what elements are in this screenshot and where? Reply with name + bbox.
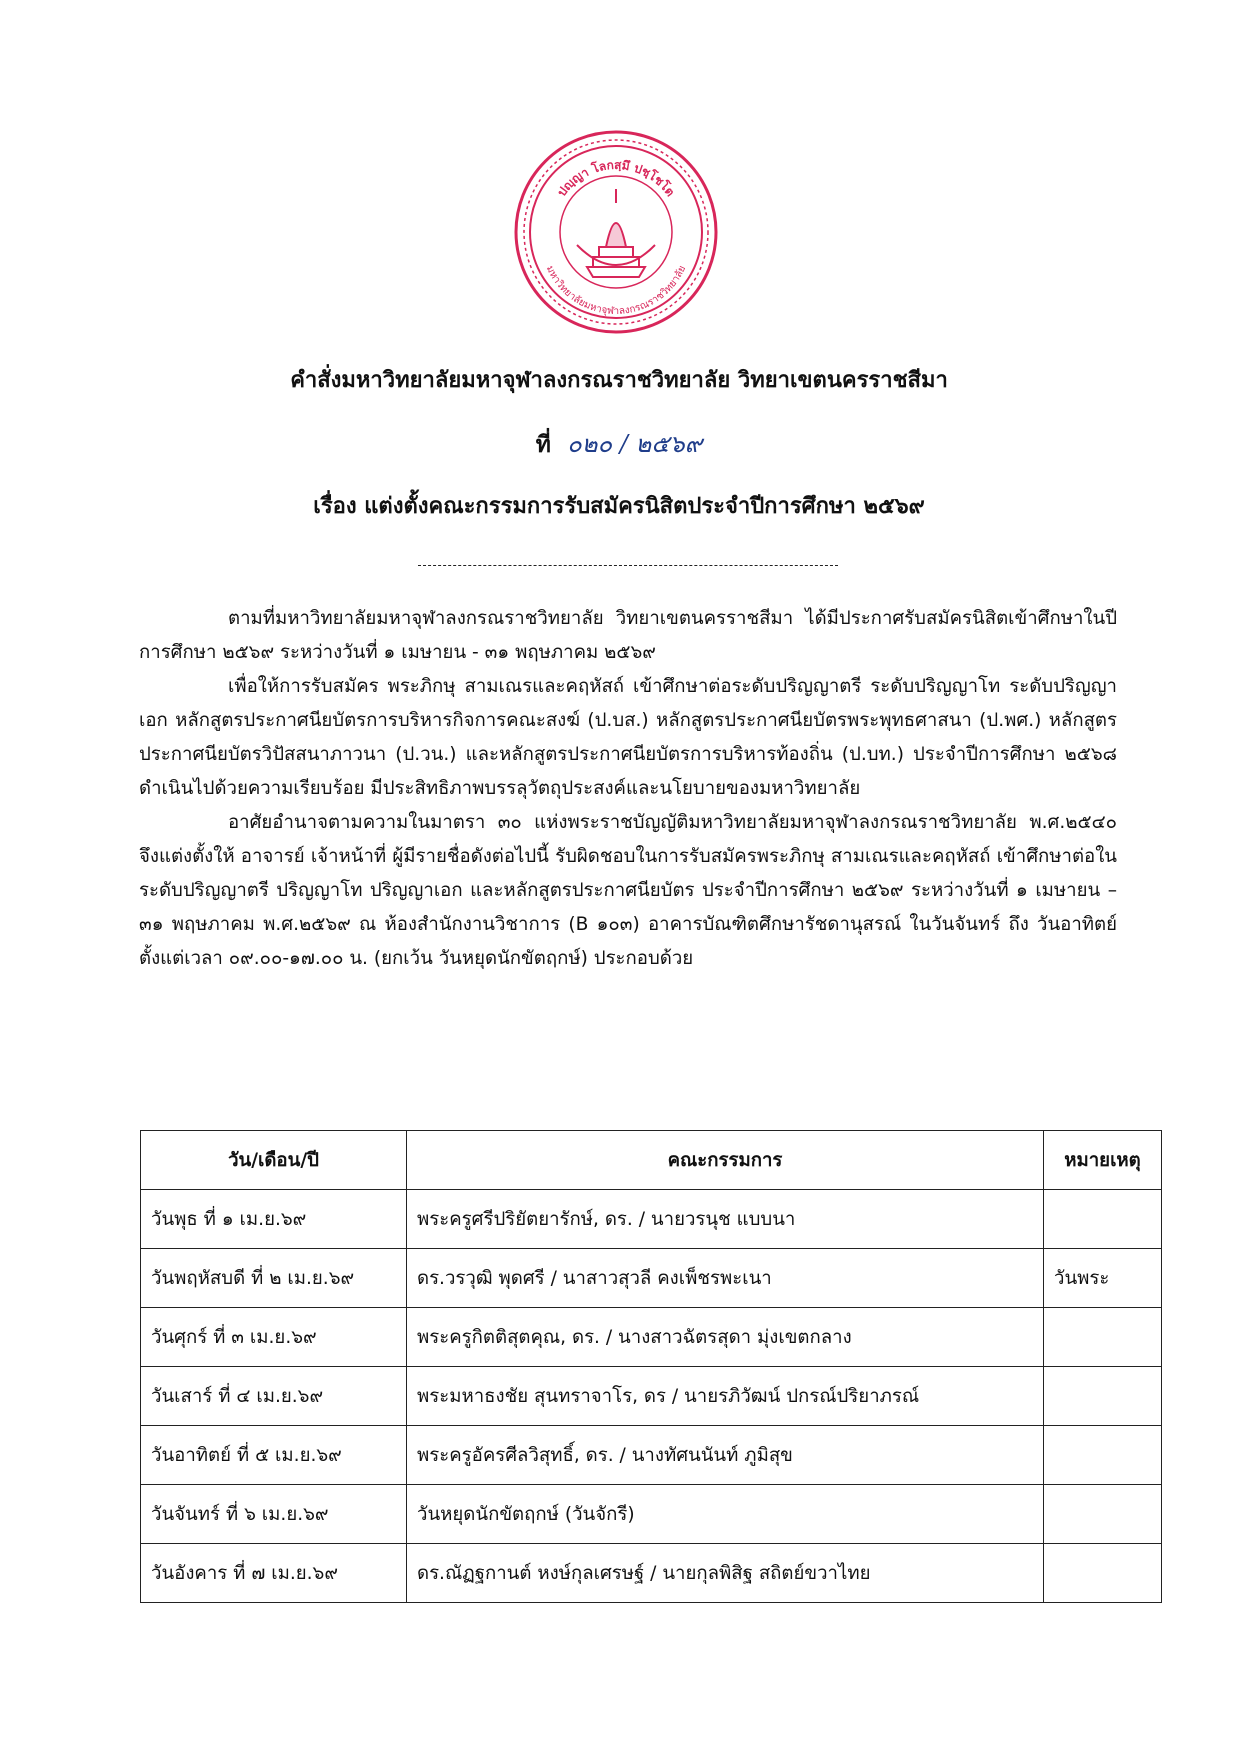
cell-note bbox=[1044, 1367, 1162, 1426]
body-paragraph: เพื่อให้การรับสมัคร พระภิกษุ สามเณรและคฤหัสถ์ เข้าศึกษาต่อระดับปริญญาตรี ระดับปริญญาโท ระดับปริญญาเอก หลักสูตรประกาศนียบัตรการบริหารกิจการคณะสงฆ์ (ป.บส.) หลักสูตรประกาศนียบัตรพระพุทธศาสนา (ป.พศ.) หลักสูตรประกาศนียบัตรวิปัสสนาภาวนา (ป.วน.) และหลักสูตรประกาศนียบัตรการบริหารท้องถิ่น (ป.บท.) ประจำปีการศึกษา ๒๕๖๘ ดำเนินไปด้วยความเรียบร้อย มีประสิทธิภาพบรรลุวัตถุประสงค์และนโยบายของมหาวิทยาลัย bbox=[139, 676, 1117, 799]
order-number-label: ที่ bbox=[535, 432, 551, 458]
cell-committee: ดร.วรวุฒิ พุดศรี / นาสาวสุวลี คงเพ็ชรพะเนา bbox=[407, 1249, 1044, 1308]
order-title: คำสั่งมหาวิทยาลัยมหาจุฬาลงกรณราชวิทยาลัย วิทยาเขตนครราชสีมา bbox=[290, 368, 948, 393]
order-subject: เรื่อง แต่งตั้งคณะกรรมการรับสมัครนิสิตประจำปีการศึกษา ๒๕๖๙ bbox=[313, 494, 925, 519]
column-header-committee: คณะกรรมการ bbox=[407, 1131, 1044, 1190]
cell-committee: พระครูอัครศีลวิสุทธิ์, ดร. / นางทัศนนันท์ ภูมิสุข bbox=[407, 1426, 1044, 1485]
cell-committee: พระครูกิตติสุตคุณ, ดร. / นางสาวฉัตรสุดา มุ่งเขตกลาง bbox=[407, 1308, 1044, 1367]
table-header-row bbox=[141, 1131, 1162, 1190]
cell-date: วันพุธ ที่ ๑ เม.ย.๖๙ bbox=[141, 1190, 407, 1249]
order-number bbox=[0, 424, 1238, 463]
cell-committee: ดร.ณัฏฐกานต์ หงษ์กุลเศรษฐ์ / นายกุลพิสิฐ สถิตย์ขวาไทย bbox=[407, 1544, 1044, 1603]
table-row bbox=[141, 1308, 1162, 1367]
order-number-value: ๐๒๐ / ๒๕๖๙ bbox=[566, 430, 703, 458]
cell-date: วันเสาร์ ที่ ๔ เม.ย.๖๙ bbox=[141, 1367, 407, 1426]
table-row bbox=[141, 1367, 1162, 1426]
cell-note bbox=[1044, 1426, 1162, 1485]
svg-text:ปญฺญา โลกสฺมึ ปชฺโชโต: ปญฺญา โลกสฺมึ ปชฺโชโต bbox=[554, 157, 678, 200]
cell-date: วันอาทิตย์ ที่ ๕ เม.ย.๖๙ bbox=[141, 1426, 407, 1485]
cell-date: วันอังคาร ที่ ๗ เม.ย.๖๙ bbox=[141, 1544, 407, 1603]
cell-note bbox=[1044, 1190, 1162, 1249]
table-row bbox=[141, 1544, 1162, 1603]
cell-committee: พระครูศรีปริยัตยารักษ์, ดร. / นายวรนุช แบบนา bbox=[407, 1190, 1044, 1249]
cell-note bbox=[1044, 1544, 1162, 1603]
body-paragraph: อาศัยอำนาจตามความในมาตรา ๓๐ แห่งพระราชบัญญัติมหาวิทยาลัยมหาจุฬาลงกรณราชวิทยาลัย พ.ศ.๒๕๔๐ จึงแต่งตั้งให้ อาจารย์ เจ้าหน้าที่ ผู้มีรายชื่อดังต่อไปนี้ รับผิดชอบในการรับสมัครพระภิกษุ สามเณรและคฤหัสถ์ เข้าศึกษาต่อในระดับปริญญาตรี ปริญญาโท ปริญญาเอก และหลักสูตรประกาศนียบัตร ประจำปีการศึกษา ๒๕๖๙ ระหว่างวันที่ ๑ เมษายน – ๓๑ พฤษภาคม พ.ศ.๒๕๖๙ ณ ห้องสำนักงานวิชาการ (B ๑๐๓) อาคารบัณฑิตศึกษารัชดานุสรณ์ ในวันจันทร์ ถึง วันอาทิตย์ ตั้งแต่เวลา ๐๙.๐๐-๑๗.๐๐ น. (ยกเว้น วันหยุดนักขัตฤกษ์) ประกอบด้วย bbox=[139, 812, 1117, 969]
column-header-date: วัน/เดือน/ปี bbox=[141, 1131, 407, 1190]
table-row bbox=[141, 1426, 1162, 1485]
svg-text:มหาวิทยาลัยมหาจุฬาลงกรณราชวิทย: มหาวิทยาลัยมหาจุฬาลงกรณราชวิทยาลัย bbox=[543, 264, 689, 318]
body-paragraph: ตามที่มหาวิทยาลัยมหาจุฬาลงกรณราชวิทยาลัย วิทยาเขตนครราชสีมา ได้มีประกาศรับสมัครนิสิตเข้าศึกษาในปีการศึกษา ๒๕๖๙ ระหว่างวันที่ ๑ เมษายน - ๓๑ พฤษภาคม ๒๕๖๙ bbox=[139, 608, 1117, 663]
cell-date: วันศุกร์ ที่ ๓ เม.ย.๖๙ bbox=[141, 1308, 407, 1367]
cell-date: วันพฤหัสบดี ที่ ๒ เม.ย.๖๙ bbox=[141, 1249, 407, 1308]
cell-note bbox=[1044, 1485, 1162, 1544]
divider-line bbox=[418, 565, 838, 566]
schedule-table bbox=[140, 1130, 1162, 1603]
column-header-note: หมายเหตุ bbox=[1044, 1131, 1162, 1190]
table-row bbox=[141, 1190, 1162, 1249]
order-body bbox=[139, 602, 1117, 976]
cell-committee: วันหยุดนักขัตฤกษ์ (วันจักรี) bbox=[407, 1485, 1044, 1544]
cell-committee: พระมหาธงชัย สุนทราจาโร, ดร / นายรภิวัฒน์ ปกรณ์ปริยาภรณ์ bbox=[407, 1367, 1044, 1426]
table-row bbox=[141, 1249, 1162, 1308]
table-row bbox=[141, 1485, 1162, 1544]
cell-note: วันพระ bbox=[1044, 1249, 1162, 1308]
university-seal-logo bbox=[511, 127, 721, 337]
cell-date: วันจันทร์ ที่ ๖ เม.ย.๖๙ bbox=[141, 1485, 407, 1544]
cell-note bbox=[1044, 1308, 1162, 1367]
